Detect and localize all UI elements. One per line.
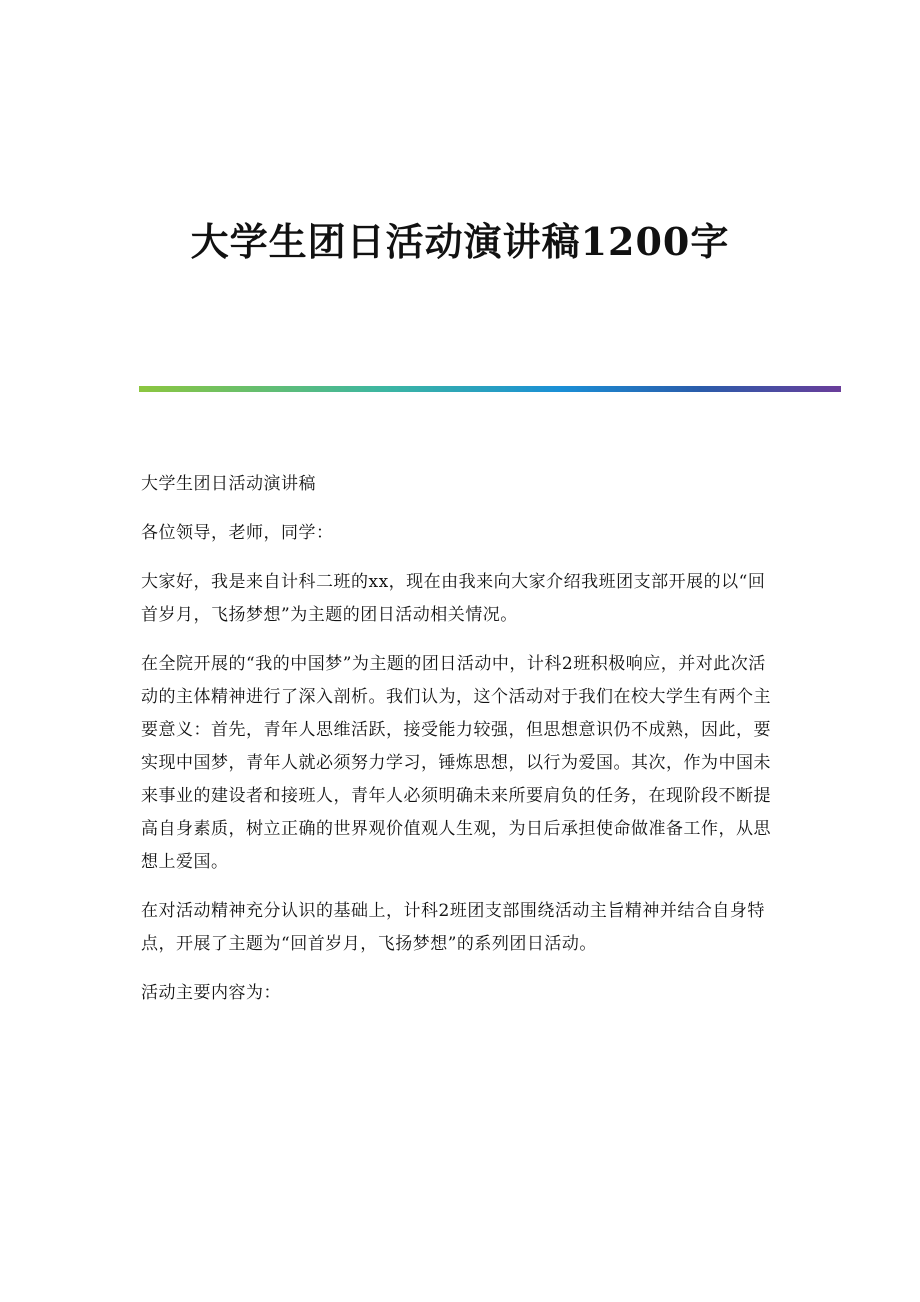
document-body <box>141 468 781 1026</box>
paragraph-salutation: 各位领导，老师，同学： <box>141 523 334 543</box>
title-divider <box>139 386 841 392</box>
paragraph-intro: 大家好，我是来自计科二班的xx，现在由我来向大家介绍我班团支部开展的以“回首岁月，飞扬梦想”为主题的团日活动相关情况。 <box>141 572 766 625</box>
paragraph-heading: 大学生团日活动演讲稿 <box>141 474 316 494</box>
document-title: 大学生团日活动演讲稿1200字 <box>190 219 730 264</box>
paragraph-activity: 在对活动精神充分认识的基础上，计科2班团支部围绕活动主旨精神并结合自身特点，开展了主题为“回首岁月，飞扬梦想”的系列团日活动。 <box>141 901 765 954</box>
paragraph-significance: 在全院开展的“我的中国梦”为主题的团日活动中，计科2班积极响应，并对此次活动的主体精神进行了深入剖析。我们认为，这个活动对于我们在校大学生有两个主要意义：首先，青年人思维活跃，接受能力较强，但思想意识仍不成熟，因此，要实现中国梦，青年人就必须努力学习，锤炼思想，以行为爱国。其次，作为中国未来事业的建设者和接班人，青年人必须明确未来所要肩负的任务，在现阶段不断提高自身素质，树立正确的世界观价值观人生观，为日后承担使命做准备工作，从思想上爱国。 <box>141 654 771 872</box>
paragraph-content-heading: 活动主要内容为： <box>141 983 281 1003</box>
